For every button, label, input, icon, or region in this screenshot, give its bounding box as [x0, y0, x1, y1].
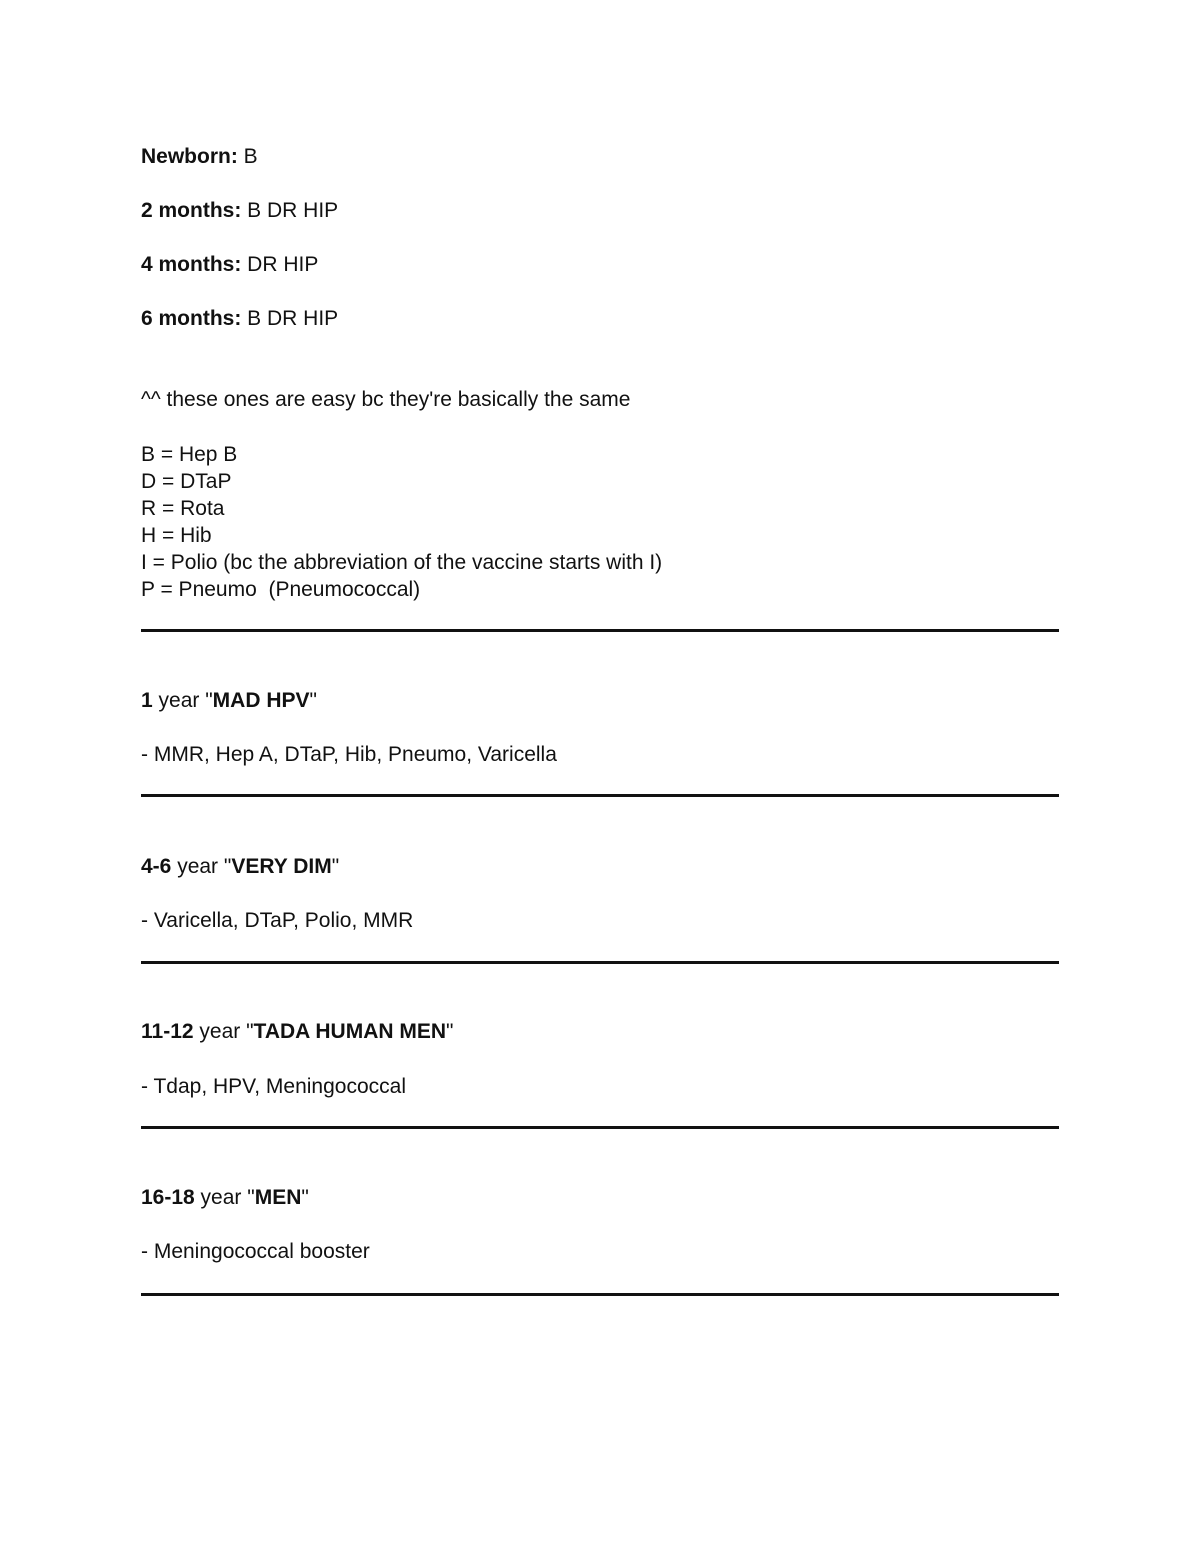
schedule-value: B DR HIP	[241, 199, 339, 222]
section-heading	[141, 687, 317, 714]
schedule-label: 4 months:	[141, 253, 242, 276]
section-age: 1	[141, 689, 153, 712]
note-text: ^^ these ones are easy bc they're basically the same	[141, 388, 631, 411]
section-detail: - Varicella, DTaP, Polio, MMR	[141, 909, 414, 932]
section-quote: "	[331, 855, 340, 878]
divider	[141, 1293, 1059, 1296]
section-mnemonic: TADA HUMAN MEN	[253, 1020, 447, 1043]
section-heading	[141, 1184, 309, 1211]
section-year-text: year "	[152, 689, 213, 712]
section-detail: - MMR, Hep A, DTaP, Hib, Pneumo, Varicella	[141, 743, 557, 766]
section-heading	[141, 853, 339, 880]
schedule-value: B	[237, 145, 258, 168]
legend-item: I = Polio (bc the abbreviation of the vaccine starts with I)	[141, 551, 663, 574]
section-quote: "	[309, 689, 317, 712]
section-detail: - Tdap, HPV, Meningococcal	[141, 1075, 406, 1098]
section-age: 16-18	[141, 1186, 195, 1209]
section-heading	[141, 1018, 454, 1045]
divider	[141, 961, 1059, 964]
legend-item: D = DTaP	[141, 470, 232, 493]
section-mnemonic: MAD HPV	[212, 689, 310, 712]
section-year-text: year "	[194, 1186, 255, 1209]
section-mnemonic: VERY DIM	[231, 855, 332, 878]
section-mnemonic: MEN	[254, 1186, 302, 1209]
legend-item: H = Hib	[141, 524, 212, 547]
section-age: 11-12	[141, 1020, 194, 1043]
legend-item: B = Hep B	[141, 443, 238, 466]
section-quote: "	[301, 1186, 309, 1209]
schedule-label: 2 months:	[141, 199, 242, 222]
schedule-2-months	[141, 197, 338, 224]
schedule-label: Newborn:	[141, 145, 238, 168]
divider	[141, 794, 1059, 797]
section-year-text: year "	[193, 1020, 254, 1043]
schedule-value: B DR HIP	[241, 307, 339, 330]
section-detail: - Meningococcal booster	[141, 1240, 370, 1263]
schedule-label: 6 months:	[141, 307, 242, 330]
schedule-value: DR HIP	[241, 253, 319, 276]
section-year-text: year "	[171, 855, 232, 878]
legend-item: R = Rota	[141, 497, 225, 520]
schedule-4-months	[141, 251, 318, 278]
section-age: 4-6	[141, 855, 172, 878]
legend-item: P = Pneumo (Pneumococcal)	[141, 578, 421, 601]
schedule-newborn	[141, 143, 258, 170]
schedule-6-months	[141, 305, 338, 332]
section-quote: "	[446, 1020, 454, 1043]
divider	[141, 1126, 1059, 1129]
divider	[141, 629, 1059, 632]
